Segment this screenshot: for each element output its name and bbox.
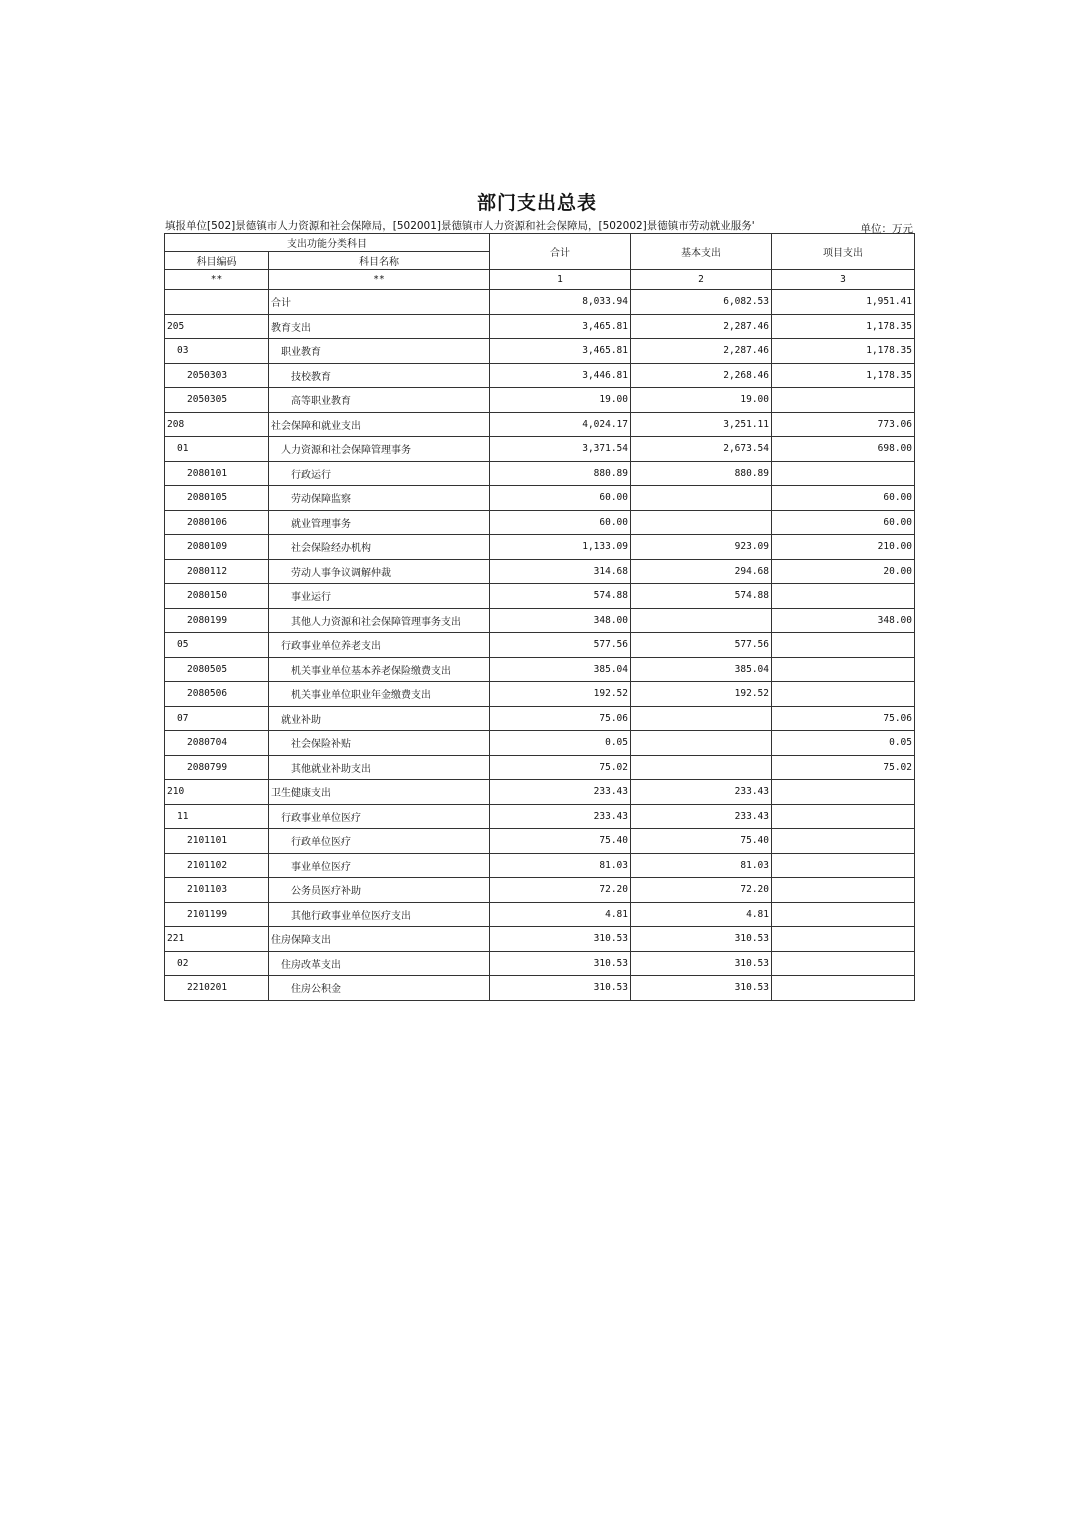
cell-name: 行政运行 — [269, 461, 490, 486]
cell-basic: 310.53 — [631, 951, 772, 976]
cell-total: 233.43 — [490, 804, 631, 829]
cell-basic: 385.04 — [631, 657, 772, 682]
cell-project — [772, 388, 915, 413]
table-row — [165, 412, 915, 437]
cell-total: 3,446.81 — [490, 363, 631, 388]
cell-total: 233.43 — [490, 780, 631, 805]
header-group: 支出功能分类科目 — [165, 234, 490, 252]
cell-total: 75.06 — [490, 706, 631, 731]
cell-code: 2101103 — [165, 878, 269, 903]
cell-project — [772, 927, 915, 952]
table-row — [165, 608, 915, 633]
cell-project — [772, 682, 915, 707]
cell-project: 75.06 — [772, 706, 915, 731]
table-row — [165, 951, 915, 976]
header-basic: 基本支出 — [631, 234, 772, 270]
cell-basic — [631, 755, 772, 780]
table-row — [165, 853, 915, 878]
cell-basic: 310.53 — [631, 976, 772, 1001]
table-row — [165, 633, 915, 658]
cell-project: 698.00 — [772, 437, 915, 462]
cell-total: 60.00 — [490, 486, 631, 511]
cell-name: 事业单位医疗 — [269, 853, 490, 878]
cell-basic: 2,287.46 — [631, 314, 772, 339]
cell-basic — [631, 706, 772, 731]
table-row — [165, 559, 915, 584]
reporting-unit: 填报单位[502]景德镇市人力资源和社会保障局，[502001]景德镇市人力资源和社会保障局，[502002]景德镇市劳动就业服务' — [165, 220, 755, 232]
cell-project: 75.02 — [772, 755, 915, 780]
cell-total: 385.04 — [490, 657, 631, 682]
cell-basic: 19.00 — [631, 388, 772, 413]
table-row — [165, 290, 915, 315]
cell-project — [772, 829, 915, 854]
cell-code: 2080199 — [165, 608, 269, 633]
cell-project — [772, 902, 915, 927]
cell-total: 574.88 — [490, 584, 631, 609]
cell-code: 2080704 — [165, 731, 269, 756]
cell-name: 公务员医疗补助 — [269, 878, 490, 903]
cell-name: 职业教育 — [269, 339, 490, 364]
cell-name: 人力资源和社会保障管理事务 — [269, 437, 490, 462]
cell-basic — [631, 486, 772, 511]
cell-project — [772, 951, 915, 976]
cell-name: 社会保障和就业支出 — [269, 412, 490, 437]
cell-project — [772, 878, 915, 903]
cell-basic: 880.89 — [631, 461, 772, 486]
cell-name: 就业管理事务 — [269, 510, 490, 535]
cell-total: 60.00 — [490, 510, 631, 535]
cell-code: 221 — [165, 927, 269, 952]
cell-code: 2101199 — [165, 902, 269, 927]
cell-name: 住房改革支出 — [269, 951, 490, 976]
table-row — [165, 878, 915, 903]
table-row — [165, 339, 915, 364]
cell-code: 2080105 — [165, 486, 269, 511]
cell-name: 技校教育 — [269, 363, 490, 388]
table-row — [165, 804, 915, 829]
cell-project: 773.06 — [772, 412, 915, 437]
cell-basic: 574.88 — [631, 584, 772, 609]
cell-total: 310.53 — [490, 976, 631, 1001]
cell-basic — [631, 731, 772, 756]
cell-total: 310.53 — [490, 927, 631, 952]
cell-project: 1,178.35 — [772, 363, 915, 388]
table-row — [165, 780, 915, 805]
cell-name: 其他行政事业单位医疗支出 — [269, 902, 490, 927]
cell-basic: 923.09 — [631, 535, 772, 560]
cell-basic: 310.53 — [631, 927, 772, 952]
cell-basic: 75.40 — [631, 829, 772, 854]
cell-project: 348.00 — [772, 608, 915, 633]
table-row — [165, 510, 915, 535]
cell-name: 社会保险经办机构 — [269, 535, 490, 560]
cell-project: 1,178.35 — [772, 339, 915, 364]
cell-basic: 2,268.46 — [631, 363, 772, 388]
cell-code: 205 — [165, 314, 269, 339]
header-name: 科目名称 — [269, 252, 490, 270]
cell-code: 01 — [165, 437, 269, 462]
cell-name: 其他人力资源和社会保障管理事务支出 — [269, 608, 490, 633]
cell-total: 3,465.81 — [490, 339, 631, 364]
table-row — [165, 314, 915, 339]
cell-code: 2080101 — [165, 461, 269, 486]
cell-project: 0.05 — [772, 731, 915, 756]
cell-code: 07 — [165, 706, 269, 731]
table-row — [165, 486, 915, 511]
cell-basic — [631, 608, 772, 633]
cell-name: 住房公积金 — [269, 976, 490, 1001]
header-total: 合计 — [490, 234, 631, 270]
table-row — [165, 363, 915, 388]
cell-total: 192.52 — [490, 682, 631, 707]
cell-name: 劳动保障监察 — [269, 486, 490, 511]
cell-project — [772, 853, 915, 878]
cell-basic: 294.68 — [631, 559, 772, 584]
header-n2: 2 — [631, 270, 772, 290]
header-star-code: ** — [165, 270, 269, 290]
cell-name: 机关事业单位职业年金缴费支出 — [269, 682, 490, 707]
cell-code: 2050303 — [165, 363, 269, 388]
cell-code: 2080150 — [165, 584, 269, 609]
cell-basic: 233.43 — [631, 780, 772, 805]
cell-total: 310.53 — [490, 951, 631, 976]
cell-basic: 6,082.53 — [631, 290, 772, 315]
cell-code: 03 — [165, 339, 269, 364]
cell-name: 合计 — [269, 290, 490, 315]
cell-basic: 192.52 — [631, 682, 772, 707]
cell-total: 19.00 — [490, 388, 631, 413]
cell-basic: 3,251.11 — [631, 412, 772, 437]
cell-total: 314.68 — [490, 559, 631, 584]
cell-name: 就业补助 — [269, 706, 490, 731]
cell-project: 20.00 — [772, 559, 915, 584]
cell-project — [772, 780, 915, 805]
table-row — [165, 388, 915, 413]
table-row — [165, 437, 915, 462]
cell-code: 208 — [165, 412, 269, 437]
cell-name: 行政事业单位医疗 — [269, 804, 490, 829]
cell-project: 1,951.41 — [772, 290, 915, 315]
cell-basic: 233.43 — [631, 804, 772, 829]
cell-total: 81.03 — [490, 853, 631, 878]
header-row-3 — [165, 270, 915, 290]
table-row — [165, 706, 915, 731]
table-row — [165, 584, 915, 609]
cell-name: 高等职业教育 — [269, 388, 490, 413]
table-row — [165, 755, 915, 780]
cell-code: 2080506 — [165, 682, 269, 707]
cell-code: 2101102 — [165, 853, 269, 878]
cell-total: 3,465.81 — [490, 314, 631, 339]
header-n1: 1 — [490, 270, 631, 290]
cell-name: 教育支出 — [269, 314, 490, 339]
cell-total: 75.40 — [490, 829, 631, 854]
table-row — [165, 682, 915, 707]
table-row — [165, 657, 915, 682]
table-row — [165, 461, 915, 486]
cell-total: 72.20 — [490, 878, 631, 903]
table-row — [165, 829, 915, 854]
cell-total: 8,033.94 — [490, 290, 631, 315]
cell-code: 2210201 — [165, 976, 269, 1001]
table-row — [165, 731, 915, 756]
table-row — [165, 927, 915, 952]
cell-basic: 72.20 — [631, 878, 772, 903]
cell-total: 4.81 — [490, 902, 631, 927]
cell-name: 行政事业单位养老支出 — [269, 633, 490, 658]
cell-basic: 81.03 — [631, 853, 772, 878]
cell-project: 60.00 — [772, 486, 915, 511]
cell-total: 0.05 — [490, 731, 631, 756]
cell-basic: 2,673.54 — [631, 437, 772, 462]
cell-total: 1,133.09 — [490, 535, 631, 560]
cell-project — [772, 461, 915, 486]
cell-code: 05 — [165, 633, 269, 658]
cell-name: 卫生健康支出 — [269, 780, 490, 805]
cell-name: 社会保险补贴 — [269, 731, 490, 756]
cell-project: 1,178.35 — [772, 314, 915, 339]
cell-code: 2050305 — [165, 388, 269, 413]
header-code: 科目编码 — [165, 252, 269, 270]
cell-code: 02 — [165, 951, 269, 976]
cell-total: 75.02 — [490, 755, 631, 780]
cell-project — [772, 633, 915, 658]
cell-name: 事业运行 — [269, 584, 490, 609]
cell-total: 4,024.17 — [490, 412, 631, 437]
cell-name: 住房保障支出 — [269, 927, 490, 952]
cell-total: 577.56 — [490, 633, 631, 658]
cell-code: 2080109 — [165, 535, 269, 560]
page-title: 部门支出总表 — [476, 192, 597, 214]
cell-basic: 577.56 — [631, 633, 772, 658]
cell-name: 机关事业单位基本养老保险缴费支出 — [269, 657, 490, 682]
cell-code: 2080112 — [165, 559, 269, 584]
cell-basic — [631, 510, 772, 535]
cell-code: 2080505 — [165, 657, 269, 682]
header-row-1 — [165, 234, 915, 252]
header-n3: 3 — [772, 270, 915, 290]
cell-basic: 2,287.46 — [631, 339, 772, 364]
cell-project: 60.00 — [772, 510, 915, 535]
header-star-name: ** — [269, 270, 490, 290]
cell-project — [772, 657, 915, 682]
cell-total: 348.00 — [490, 608, 631, 633]
cell-project: 210.00 — [772, 535, 915, 560]
cell-code: 2080106 — [165, 510, 269, 535]
cell-code: 11 — [165, 804, 269, 829]
cell-total: 880.89 — [490, 461, 631, 486]
cell-code: 2080799 — [165, 755, 269, 780]
cell-name: 劳动人事争议调解仲裁 — [269, 559, 490, 584]
cell-project — [772, 976, 915, 1001]
cell-total: 3,371.54 — [490, 437, 631, 462]
table-row — [165, 535, 915, 560]
cell-name: 行政单位医疗 — [269, 829, 490, 854]
table-row — [165, 976, 915, 1001]
cell-project — [772, 804, 915, 829]
cell-name: 其他就业补助支出 — [269, 755, 490, 780]
cell-code — [165, 290, 269, 315]
cell-code: 210 — [165, 780, 269, 805]
header-project: 项目支出 — [772, 234, 915, 270]
cell-code: 2101101 — [165, 829, 269, 854]
expenditure-table — [164, 233, 915, 1001]
table-row — [165, 902, 915, 927]
cell-project — [772, 584, 915, 609]
cell-basic: 4.81 — [631, 902, 772, 927]
unit-label: 单位：万元 — [860, 223, 913, 235]
